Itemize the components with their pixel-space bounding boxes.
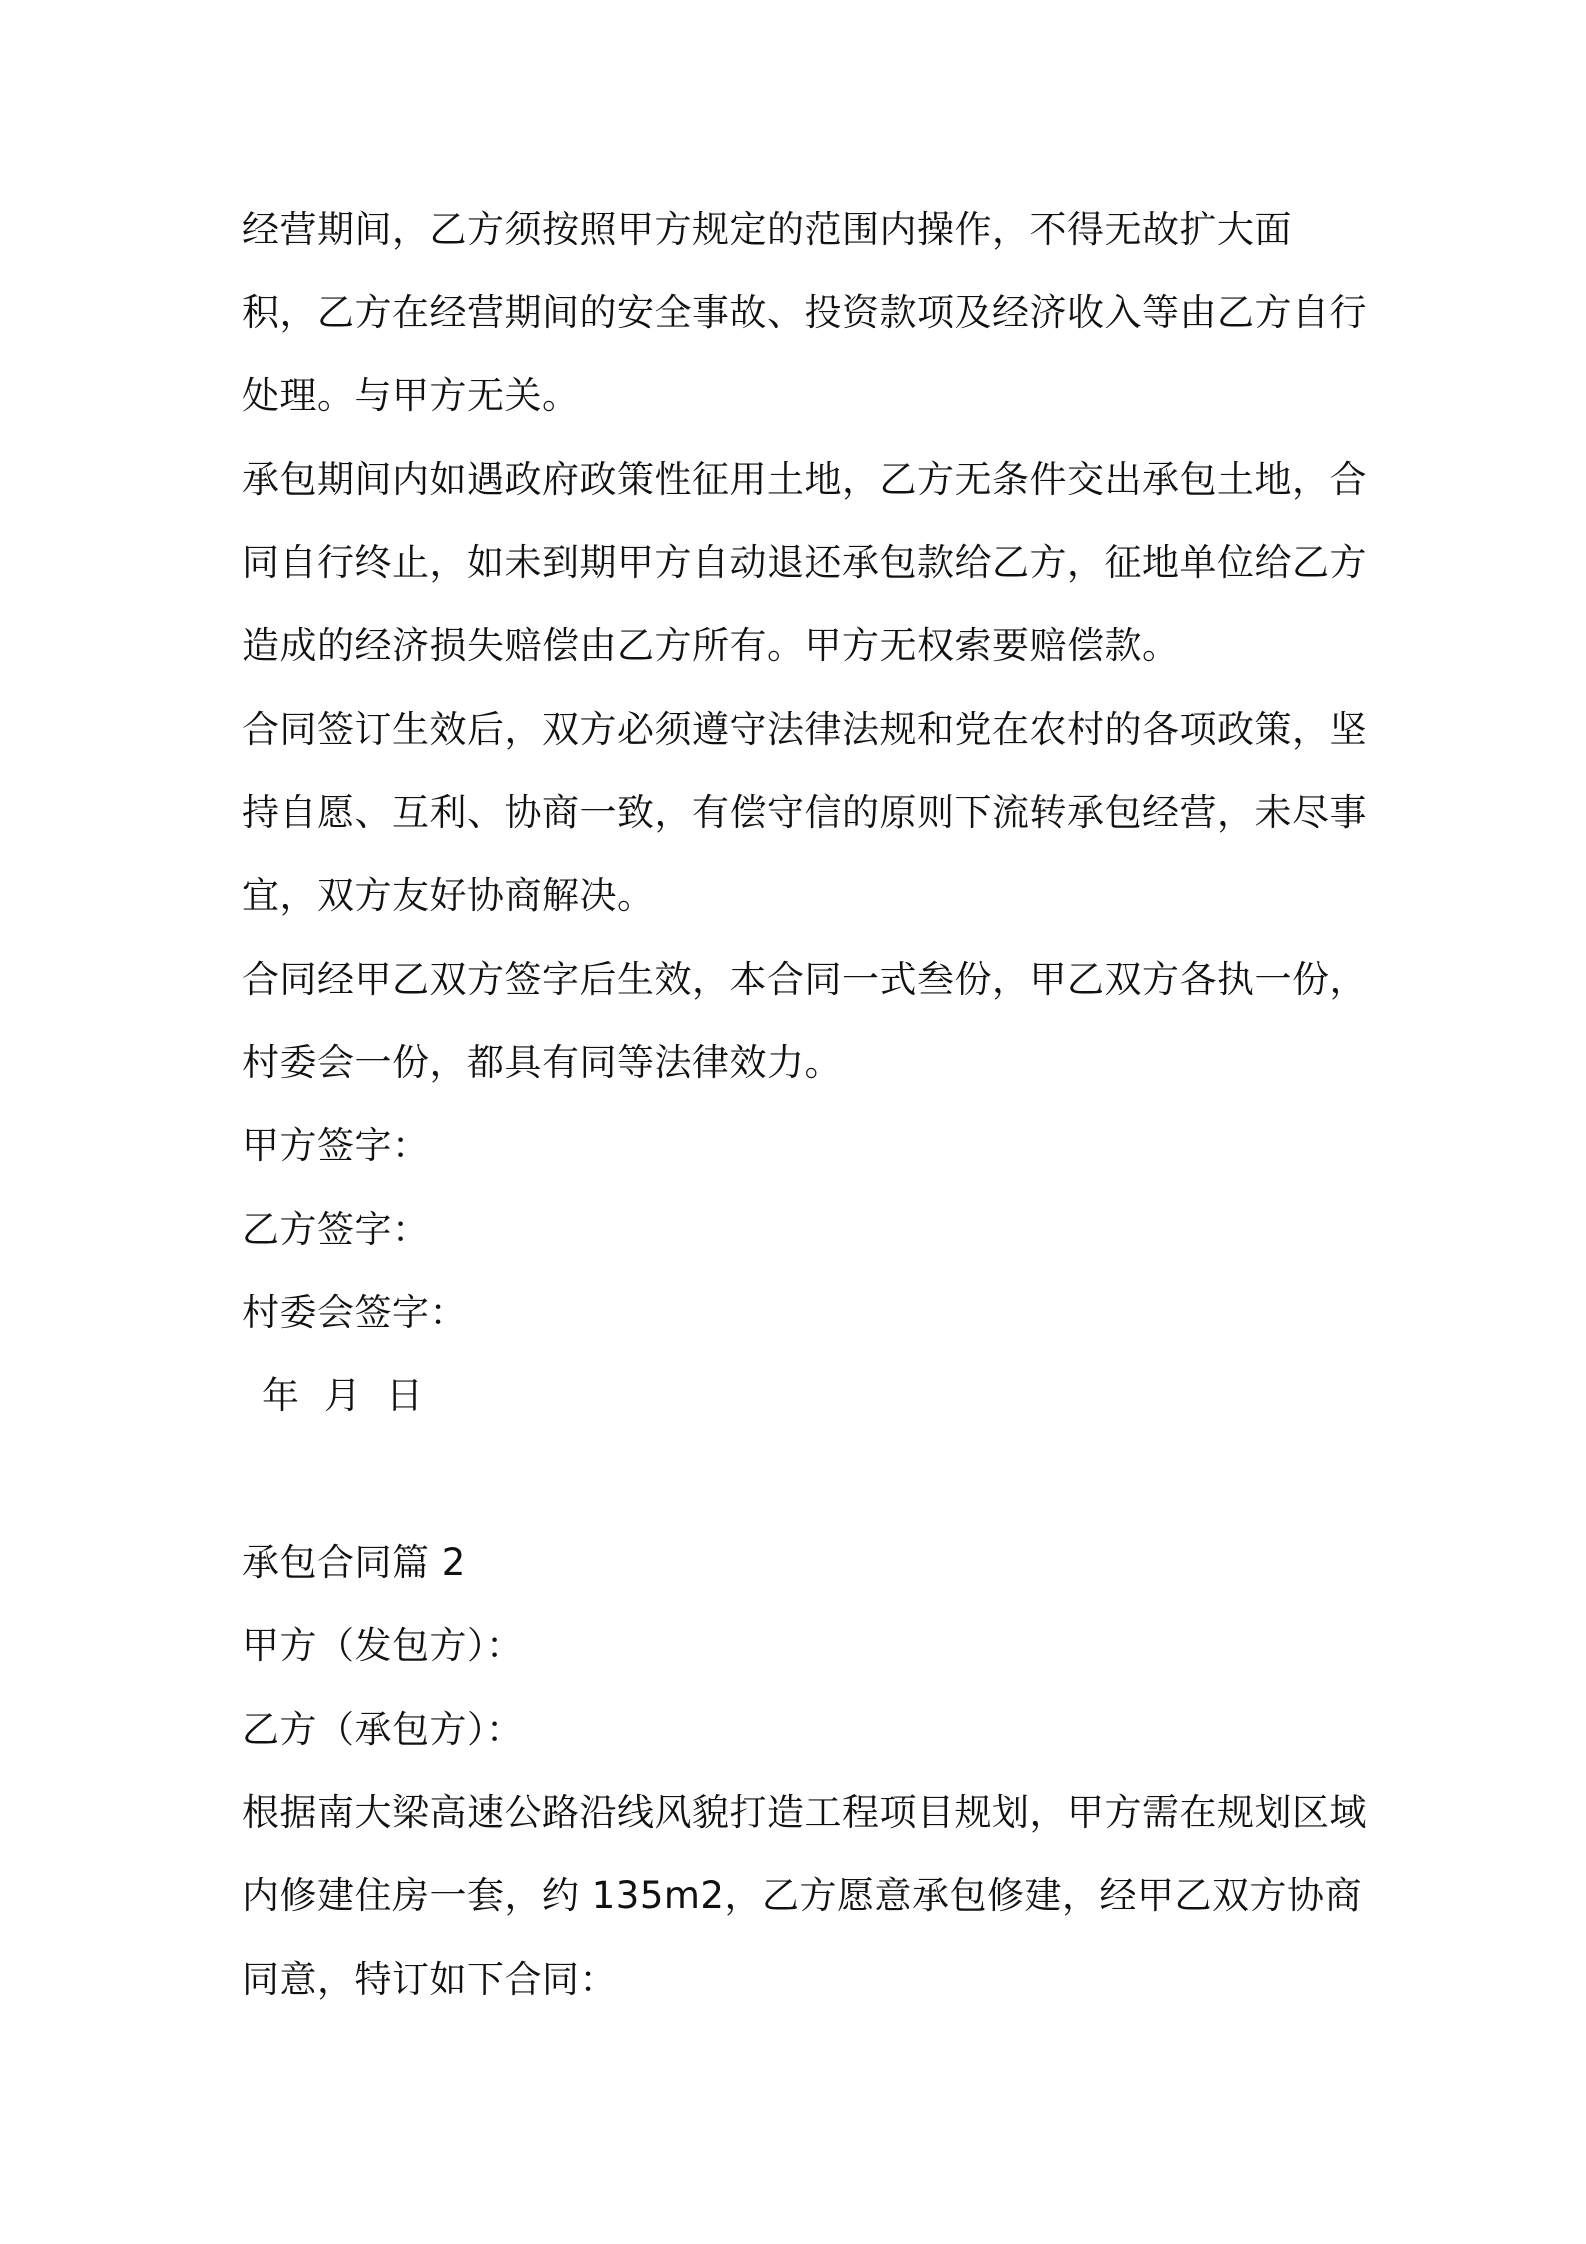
party-a-line: 甲方（发包方）：	[242, 1624, 524, 1667]
section-heading: 承包合同篇 2	[242, 1541, 466, 1584]
body-text-line: 积，乙方在经营期间的安全事故、投资款项及经济收入等由乙方自行	[242, 291, 1367, 334]
body-text-line: 造成的经济损失赔偿由乙方所有。甲方无权索要赔偿款。	[242, 624, 1180, 667]
body-text-line: 同意，特订如下合同：	[242, 1958, 617, 2001]
body-text-line: 内修建住房一套，约 135m2，乙方愿意承包修建，经甲乙双方协商	[242, 1874, 1362, 1917]
body-text-line: 合同签订生效后，双方必须遵守法律法规和党在农村的各项政策，坚	[242, 708, 1367, 751]
body-text-line: 村委会一份，都具有同等法律效力。	[242, 1041, 842, 1084]
body-text-line: 经营期间，乙方须按照甲方规定的范围内操作，不得无故扩大面	[242, 208, 1292, 251]
signature-label-party-b: 乙方签字：	[242, 1208, 430, 1251]
party-b-line: 乙方（承包方）：	[242, 1708, 524, 1751]
body-text-line: 同自行终止，如未到期甲方自动退还承包款给乙方，征地单位给乙方	[242, 541, 1367, 584]
body-text-line: 承包期间内如遇政府政策性征用土地，乙方无条件交出承包土地，合	[242, 458, 1367, 501]
signature-label-party-a: 甲方签字：	[242, 1124, 430, 1167]
date-line: 年 月 日	[262, 1374, 424, 1417]
body-text-line: 合同经甲乙双方签字后生效，本合同一式叁份，甲乙双方各执一份，	[242, 958, 1367, 1001]
body-text-line: 处理。与甲方无关。	[242, 374, 580, 417]
body-text-line: 根据南大梁高速公路沿线风貌打造工程项目规划，甲方需在规划区域	[242, 1791, 1367, 1834]
body-text-line: 持自愿、互利、协商一致，有偿守信的原则下流转承包经营，未尽事	[242, 791, 1367, 834]
signature-label-village-committee: 村委会签字：	[242, 1291, 467, 1334]
body-text-line: 宜，双方友好协商解决。	[242, 874, 655, 917]
